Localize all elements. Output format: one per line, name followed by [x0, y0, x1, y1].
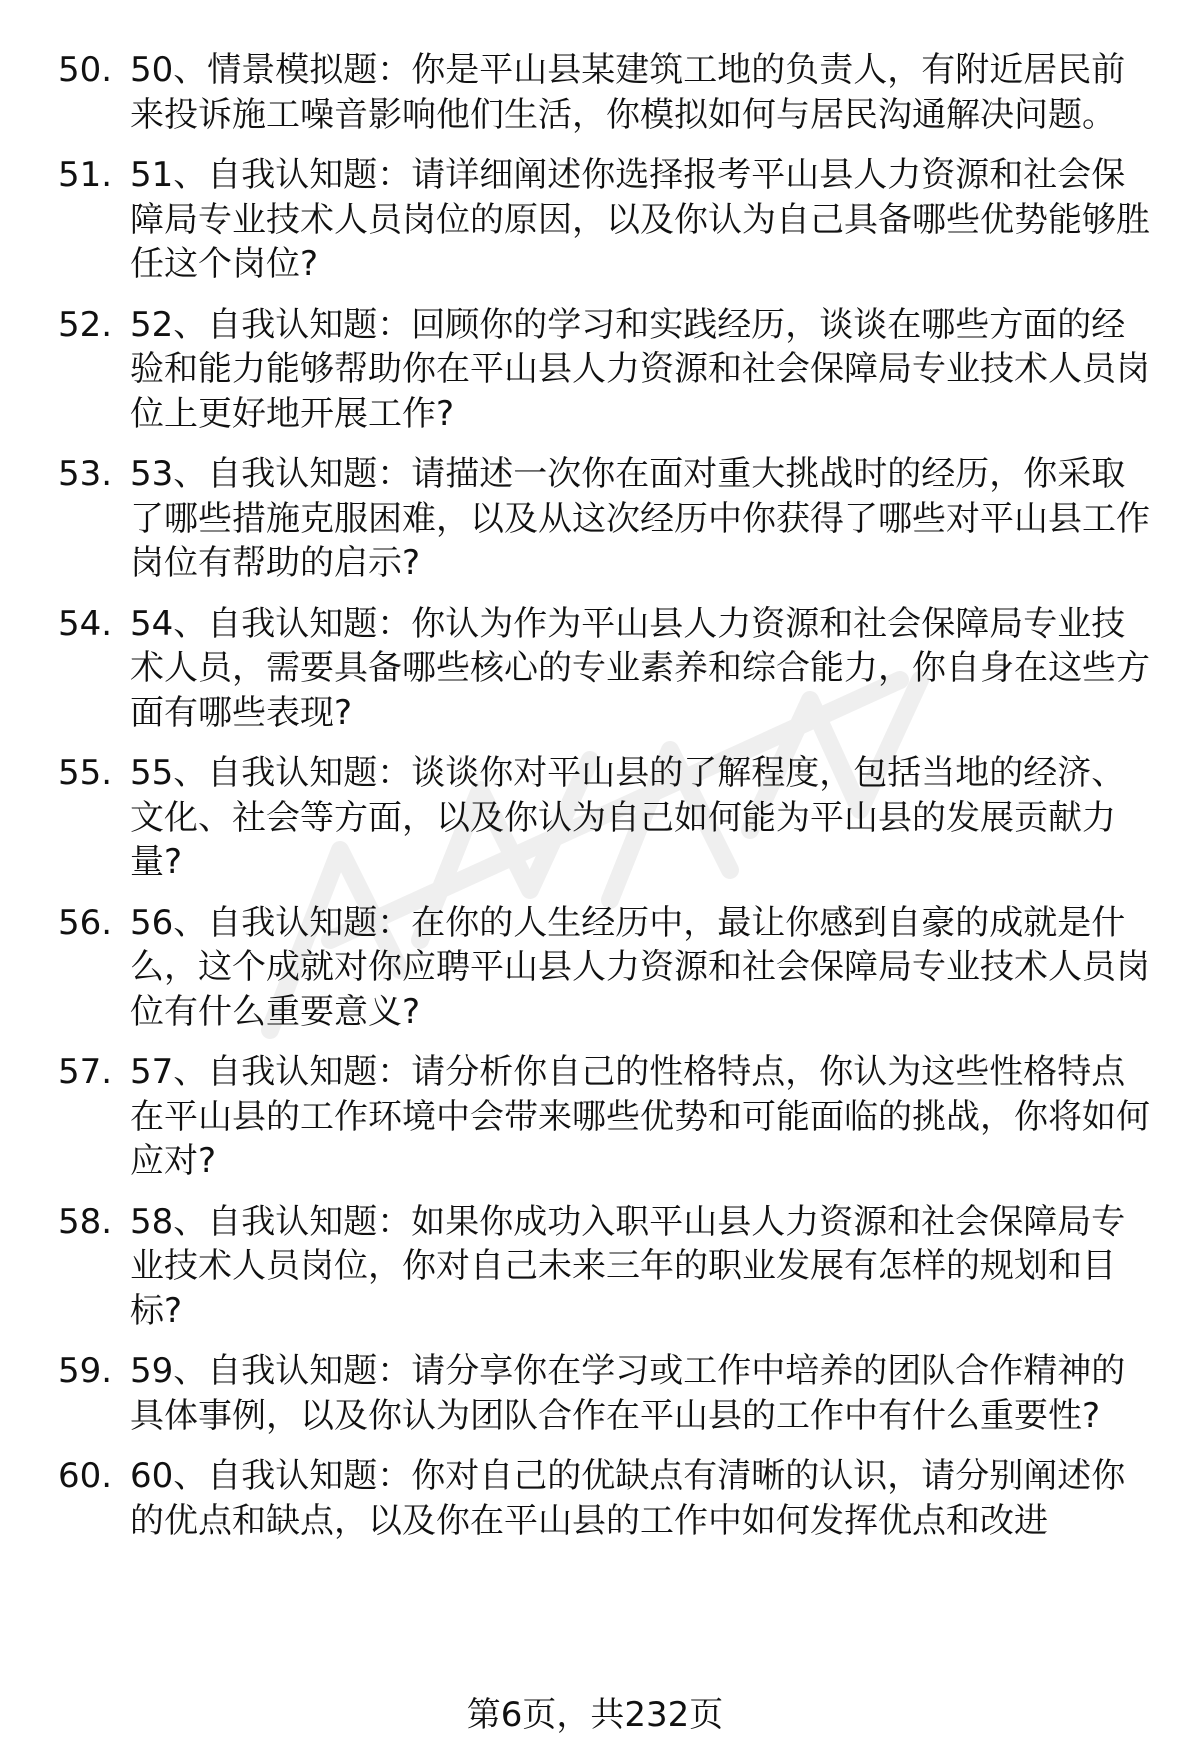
- list-item: [58, 901, 1158, 1035]
- question-list: [58, 48, 1158, 1559]
- item-number: 52.: [58, 304, 113, 345]
- item-text: 58、自我认知题：如果你成功入职平山县人力资源和社会保障局专业技术人员岗位，你对自己未来三年的职业发展有怎样的规划和目标?: [130, 1201, 1126, 1331]
- item-number: 56.: [58, 902, 113, 943]
- item-number: 55.: [58, 753, 113, 793]
- item-number: 58.: [58, 1201, 113, 1242]
- item-number: 54.: [58, 603, 113, 644]
- item-text: 55、自我认知题：谈谈你对平山县的了解程度，包括当地的经济、文化、社会等方面，以及你认为自己如何能为平山县的发展贡献力量?: [130, 753, 1126, 882]
- item-number: 50.: [58, 50, 113, 90]
- item-number: 57.: [58, 1052, 113, 1092]
- item-text: 50、情景模拟题：你是平山县某建筑工地的负责人，有附近居民前来投诉施工噪音影响他们生活，你模拟如何与居民沟通解决问题。: [130, 50, 1126, 135]
- item-text: 59、自我认知题：请分享你在学习或工作中培养的团队合作精神的具体事例，以及你认为团队合作在平山县的工作中有什么重要性?: [130, 1351, 1126, 1436]
- list-item: [58, 303, 1158, 437]
- item-number: 51.: [58, 155, 113, 195]
- page-footer: 第6页，共232页: [466, 1695, 724, 1735]
- item-text: 53、自我认知题：请描述一次你在面对重大挑战时的经历，你采取了哪些措施克服困难，以及从这次经历中你获得了哪些对平山县工作岗位有帮助的启示?: [130, 454, 1150, 583]
- item-text: 52、自我认知题：回顾你的学习和实践经历，谈谈在哪些方面的经验和能力能够帮助你在平山县人力资源和社会保障局专业技术人员岗位上更好地开展工作?: [130, 304, 1150, 434]
- item-number: 53.: [58, 454, 113, 494]
- item-text: 57、自我认知题：请分析你自己的性格特点，你认为这些性格特点在平山县的工作环境中会带来哪些优势和可能面临的挑战，你将如何应对?: [130, 1052, 1150, 1181]
- list-item: [58, 751, 1158, 885]
- item-text: 51、自我认知题：请详细阐述你选择报考平山县人力资源和社会保障局专业技术人员岗位的原因，以及你认为自己具备哪些优势能够胜任这个岗位?: [130, 155, 1150, 284]
- item-text: 54、自我认知题：你认为作为平山县人力资源和社会保障局专业技术人员，需要具备哪些核心的专业素养和综合能力，你自身在这些方面有哪些表现?: [130, 603, 1150, 733]
- item-text: 56、自我认知题：在你的人生经历中，最让你感到自豪的成就是什么，这个成就对你应聘平山县人力资源和社会保障局专业技术人员岗位有什么重要意义?: [130, 902, 1150, 1032]
- list-item: [58, 1349, 1158, 1438]
- list-item: [58, 153, 1158, 287]
- list-item: [58, 452, 1158, 586]
- item-text: 60、自我认知题：你对自己的优缺点有清晰的认识，请分别阐述你的优点和缺点，以及你在平山县的工作中如何发挥优点和改进: [130, 1456, 1126, 1541]
- list-item: [58, 1454, 1158, 1543]
- item-number: 59.: [58, 1351, 113, 1391]
- list-item: [58, 602, 1158, 736]
- list-item: [58, 1200, 1158, 1334]
- item-number: 60.: [58, 1456, 113, 1496]
- list-item: [58, 1050, 1158, 1184]
- list-item: [58, 48, 1158, 137]
